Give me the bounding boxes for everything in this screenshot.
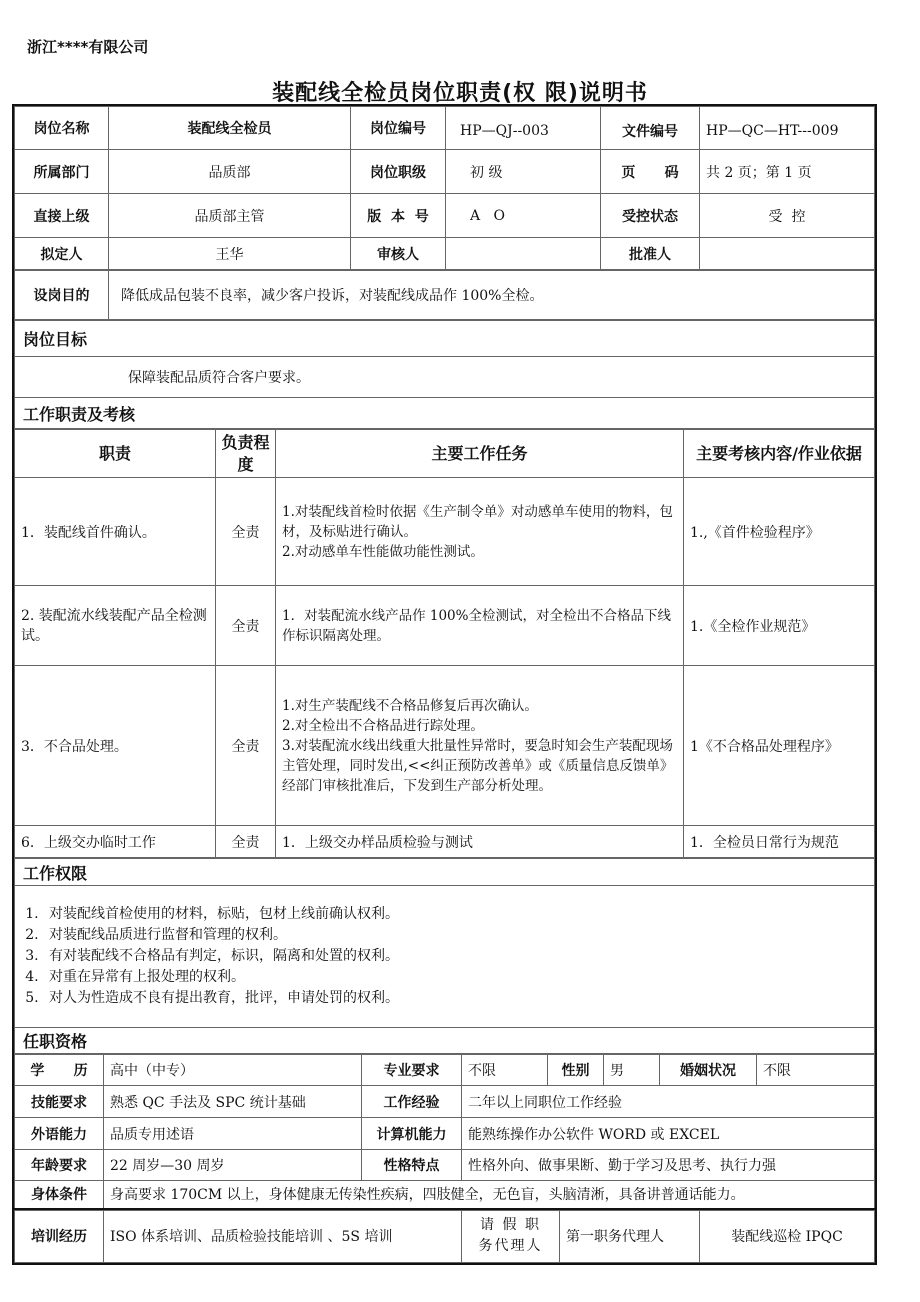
- task-line: 1.对生产装配线不合格品修复后再次确认。: [282, 697, 538, 714]
- tasks-cell: [276, 478, 684, 586]
- major-value: 不限: [462, 1055, 548, 1086]
- duty-cell: 6．上级交办临时工作: [15, 826, 216, 858]
- tasks-cell: 1．上级交办样品质检验与测试: [276, 826, 684, 858]
- assessment-cell: 1.,《首件检验程序》: [684, 478, 875, 586]
- department-label: 所属部门: [15, 150, 109, 194]
- authority-item: 4. 对重在异常有上报处理的权利。: [43, 967, 868, 988]
- computer-label: 计算机能力: [362, 1118, 462, 1150]
- supervisor-value: 品质部主管: [109, 194, 351, 238]
- authority-item: 2. 对装配线品质进行监督和管理的权利。: [43, 925, 868, 946]
- task-line: 2.对全检出不合格品进行踪处理。: [282, 717, 484, 734]
- authority-item: 5. 对人为性造成不良有提出教育，批评，申请处罚的权利。: [43, 988, 868, 1009]
- personality-value: 性格外向、做事果断、勤于学习及思考、执行力强: [462, 1150, 875, 1181]
- company-name: 浙江****有限公司: [27, 38, 149, 56]
- page-value: 共 2 页；第 1 页: [700, 150, 875, 194]
- supervisor-label: 直接上级: [15, 194, 109, 238]
- duties-header-row: [15, 430, 875, 478]
- control-status-label: 受控状态: [601, 194, 700, 238]
- language-label: 外语能力: [15, 1118, 104, 1150]
- goal-heading: 岗位目标: [15, 321, 875, 357]
- level-label: 岗位职级: [351, 150, 446, 194]
- task-line: 2.对动感单车性能做功能性测试。: [282, 543, 484, 560]
- position-code-label: 岗位编号: [351, 107, 446, 150]
- job-description-form: [12, 104, 877, 1265]
- department-value: 品质部: [109, 150, 351, 194]
- duty-cell: 3．不合品处理。: [15, 666, 216, 826]
- column-header-assessment: 主要考核内容/作业依据: [684, 430, 875, 478]
- tasks-cell: [276, 666, 684, 826]
- deputy-first-label: 第一职务代理人: [560, 1210, 700, 1262]
- responsibility-cell: 全责: [216, 666, 276, 826]
- language-value: 品质专用述语: [104, 1118, 362, 1150]
- drafter-label: 拟定人: [15, 238, 109, 270]
- assessment-cell: 1.《全检作业规范》: [684, 586, 875, 666]
- gender-label: 性别: [548, 1055, 604, 1086]
- reviewer-label: 审核人: [351, 238, 446, 270]
- education-value: 高中（中专）: [104, 1055, 362, 1086]
- level-value: 初 级: [446, 150, 601, 194]
- personality-label: 性格特点: [362, 1150, 462, 1181]
- qualifications-heading: 任职资格: [15, 1028, 875, 1054]
- purpose-table: [14, 270, 875, 320]
- file-code-value: HP—QC—HT---009: [700, 107, 875, 150]
- computer-value: 能熟练操作办公软件 WORD 或 EXCEL: [462, 1118, 875, 1150]
- approver-value: [700, 238, 875, 270]
- table-row: [15, 666, 875, 826]
- authority-table: [14, 858, 875, 1054]
- marital-value: 不限: [757, 1055, 875, 1086]
- authority-item: 1. 对装配线首检使用的材料，标贴，包材上线前确认权利。: [43, 904, 868, 925]
- version-value: A O: [446, 194, 601, 238]
- position-name-label: 岗位名称: [15, 107, 109, 150]
- training-table: [14, 1210, 875, 1263]
- age-label: 年龄要求: [15, 1150, 104, 1181]
- purpose-label: 设岗目的: [15, 271, 109, 320]
- responsibility-cell: 全责: [216, 826, 276, 858]
- reviewer-value: [446, 238, 601, 270]
- tasks-cell: [276, 586, 684, 666]
- skills-value: 熟悉 QC 手法及 SPC 统计基础: [104, 1086, 362, 1118]
- table-row: [15, 586, 875, 666]
- major-label: 专业要求: [362, 1055, 462, 1086]
- page-label: 页 码: [601, 150, 700, 194]
- duties-table: [14, 429, 875, 858]
- duty-cell: 1．装配线首件确认。: [15, 478, 216, 586]
- table-row: [15, 478, 875, 586]
- assessment-cell: 1《不合格品处理程序》: [684, 666, 875, 826]
- goal-text: 保障装配品质符合客户要求。: [15, 357, 875, 398]
- column-header-responsibility: 负责程度: [216, 430, 276, 478]
- training-value: ISO 体系培训、品质检验技能培训 、5S 培训: [104, 1210, 462, 1262]
- task-line: 3.对装配流水线出线重大批量性异常时，要急时知会生产装配现场主管处理，同时发出,<<纠正预防改善单》或《质量信息反馈单》经部门审核批准后，下发到生产部分析处理。: [282, 737, 674, 794]
- task-line: 1．对装配流水线产品作 100%全检测试，对全检出不合格品下线作标识隔离处理。: [282, 607, 671, 644]
- table-row: [15, 826, 875, 858]
- goal-table: [14, 320, 875, 429]
- physical-label: 身体条件: [15, 1181, 104, 1209]
- training-label: 培训经历: [15, 1210, 104, 1262]
- qualifications-table: [14, 1054, 875, 1210]
- experience-label: 工作经验: [362, 1086, 462, 1118]
- experience-value: 二年以上同职位工作经验: [462, 1086, 875, 1118]
- physical-value: 身高要求 170CM 以上，身体健康无传染性疾病，四肢健全，无色盲，头脑清淅，具备讲普通话能力。: [104, 1181, 875, 1209]
- responsibility-cell: 全责: [216, 478, 276, 586]
- assessment-cell: 1．全检员日常行为规范: [684, 826, 875, 858]
- deputy-first-value: 装配线巡检 IPQC: [700, 1210, 875, 1262]
- marital-label: 婚姻状况: [660, 1055, 757, 1086]
- position-code-value: HP—QJ--003: [446, 107, 601, 150]
- authority-list-cell: [15, 886, 875, 1028]
- version-label: 版 本 号: [351, 194, 446, 238]
- drafter-value: 王华: [109, 238, 351, 270]
- purpose-text: 降低成品包装不良率，减少客户投诉，对装配线成品作 100%全检。: [109, 271, 875, 320]
- file-code-label: 文件编号: [601, 107, 700, 150]
- position-name-value: 装配线全检员: [109, 107, 351, 150]
- info-table: [14, 106, 875, 270]
- column-header-duty: 职责: [15, 430, 216, 478]
- authority-heading: 工作权限: [15, 859, 875, 886]
- document-title: 装配线全检员岗位职责(权 限)说明书: [272, 81, 648, 106]
- responsibility-cell: 全责: [216, 586, 276, 666]
- approver-label: 批准人: [601, 238, 700, 270]
- skills-label: 技能要求: [15, 1086, 104, 1118]
- age-value: 22 周岁—30 周岁: [104, 1150, 362, 1181]
- task-line: 1.对装配线首检时依据《生产制令单》对动感单车使用的物料，包材，及标贴进行确认。: [282, 503, 673, 540]
- authority-item: 3. 有对装配线不合格品有判定，标识，隔离和处置的权利。: [43, 946, 868, 967]
- control-status-value: 受 控: [700, 194, 875, 238]
- column-header-tasks: 主要工作任务: [276, 430, 684, 478]
- duties-heading: 工作职责及考核: [15, 398, 875, 429]
- deputy-label: 请 假 职 务代理人: [462, 1210, 560, 1262]
- education-label: 学 历: [15, 1055, 104, 1086]
- gender-value: 男: [604, 1055, 660, 1086]
- authority-list: [25, 904, 868, 1009]
- duty-cell: 2. 装配流水线装配产品全检测试。: [15, 586, 216, 666]
